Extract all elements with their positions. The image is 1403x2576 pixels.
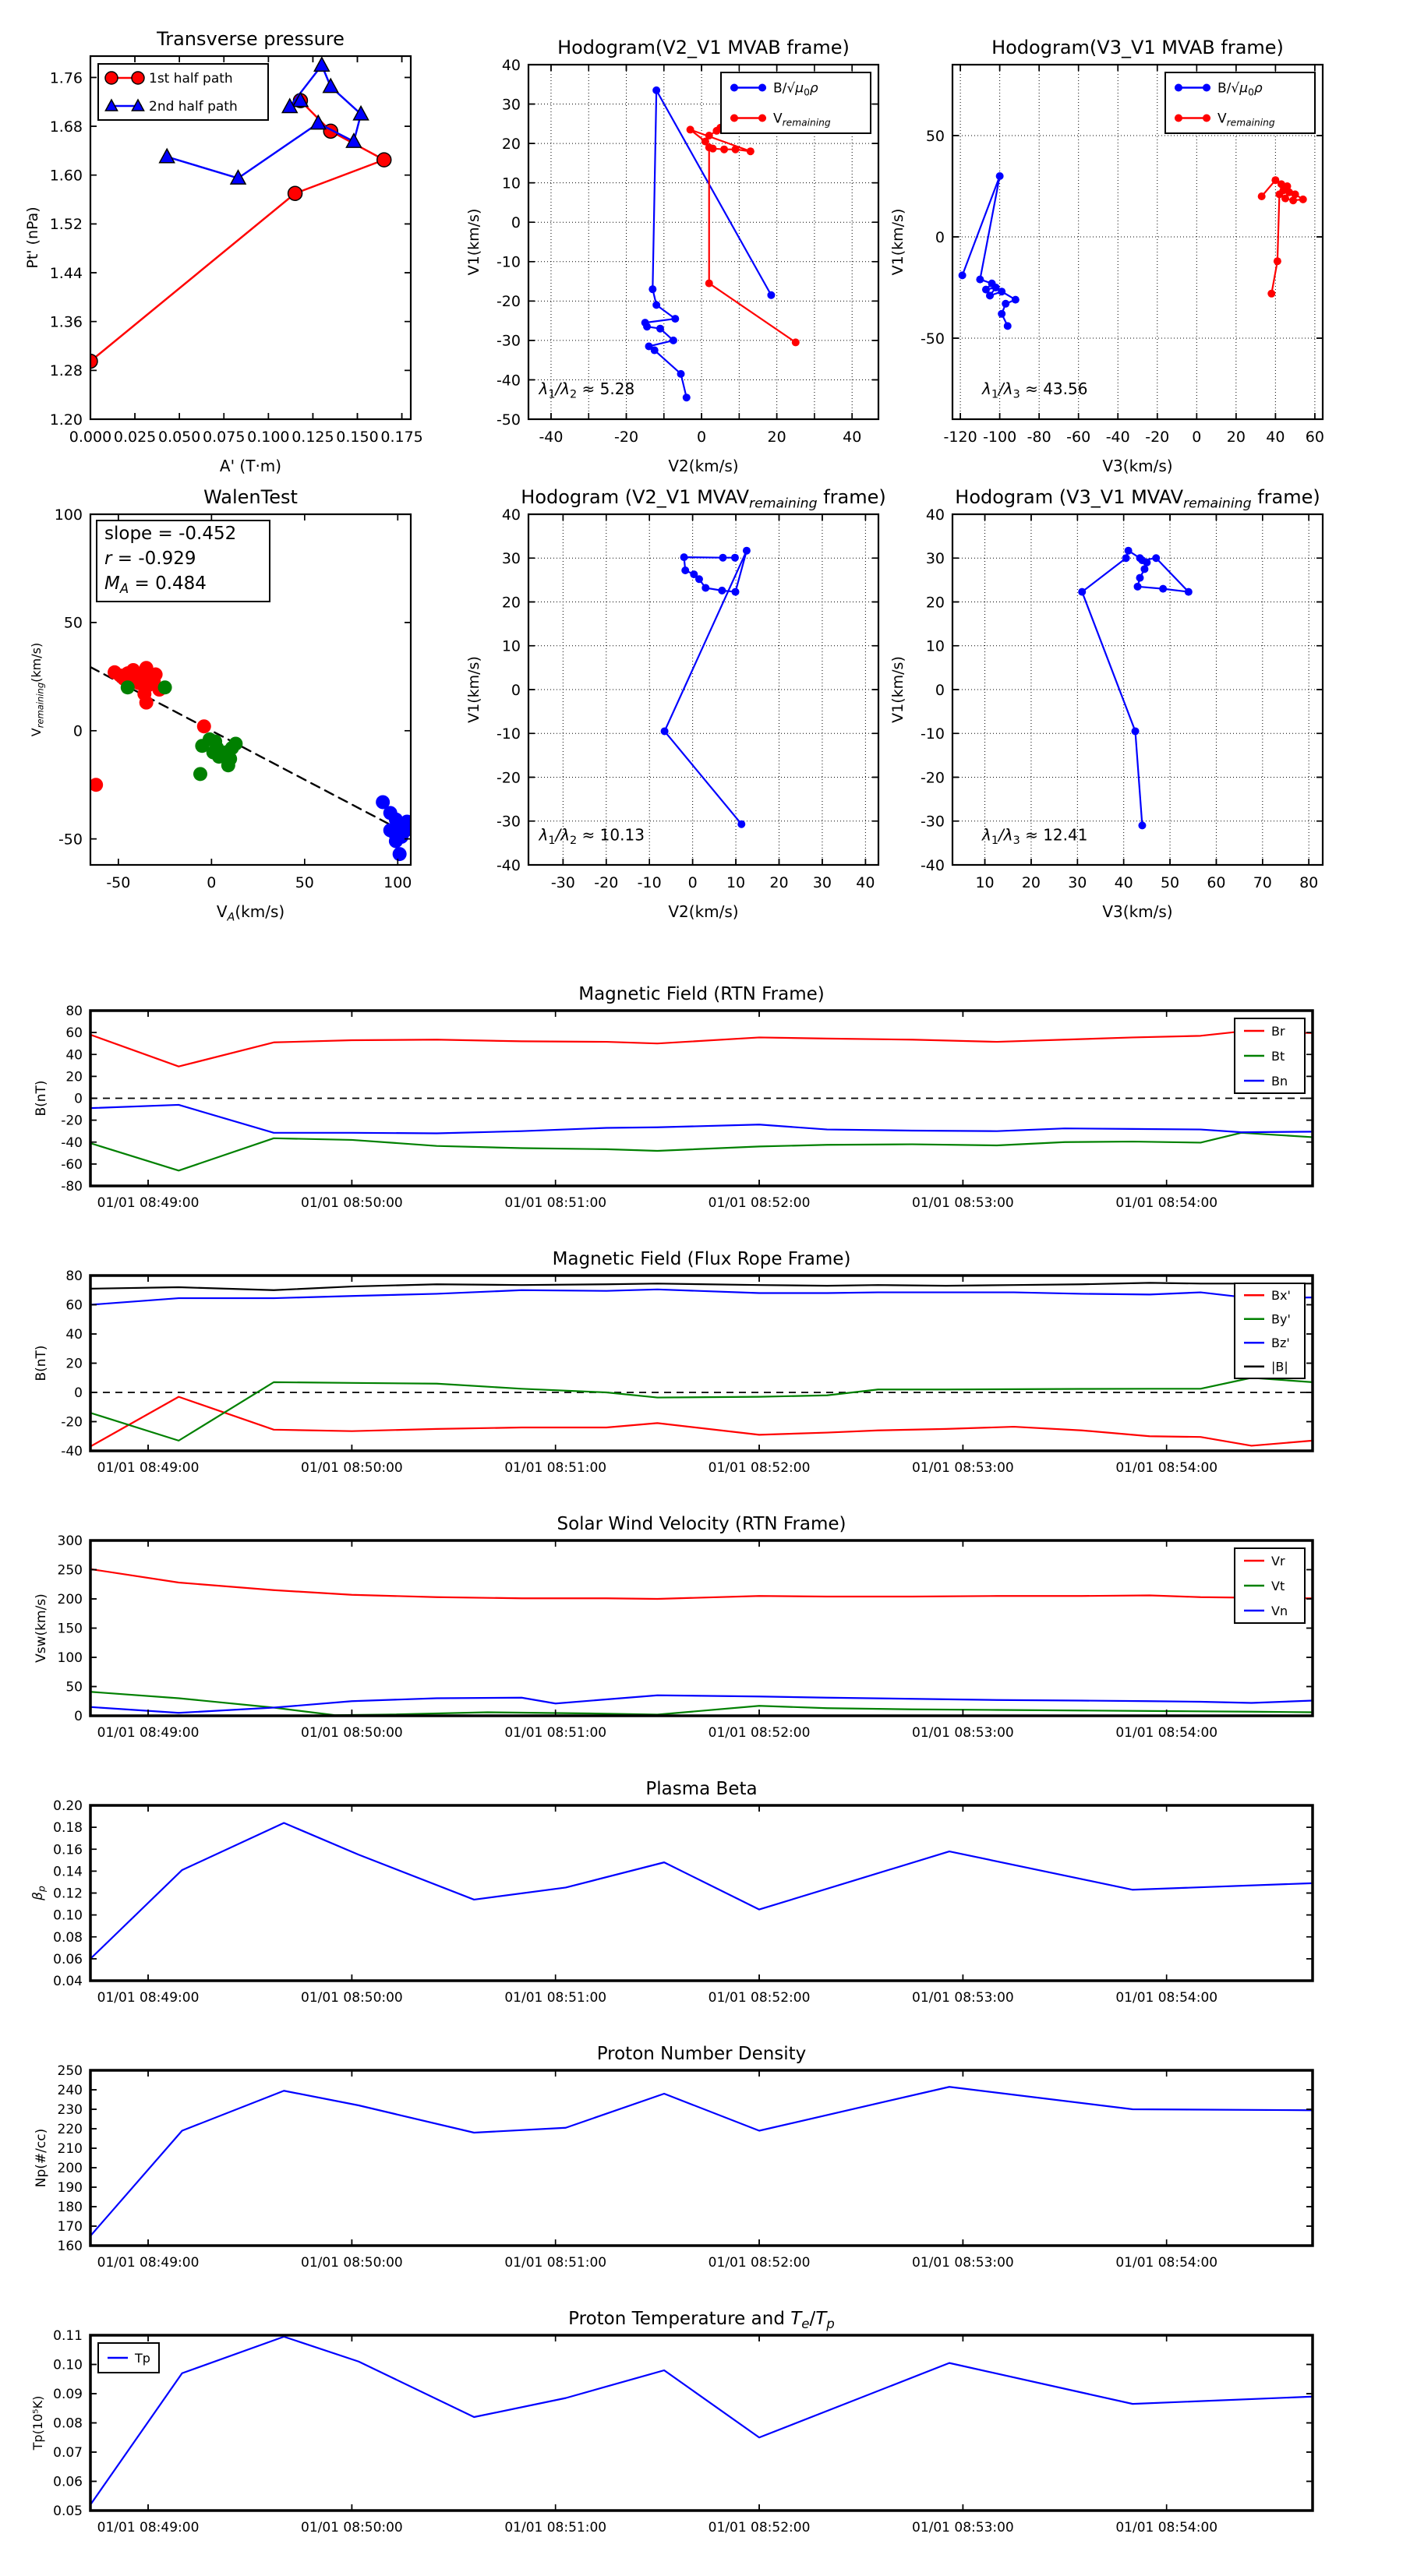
svg-text:01/01 08:49:00: 01/01 08:49:00 (97, 2520, 200, 2535)
svg-text:210: 210 (57, 2141, 83, 2158)
svg-text:Hodogram(V2_V1 MVAB frame): Hodogram(V2_V1 MVAB frame) (557, 37, 850, 58)
svg-text:01/01 08:53:00: 01/01 08:53:00 (912, 2520, 1014, 2535)
svg-text:100: 100 (57, 1650, 83, 1667)
svg-text:01/01 08:51:00: 01/01 08:51:00 (504, 2520, 607, 2535)
svg-text:Pt' (nPa): Pt' (nPa) (24, 206, 41, 269)
svg-text:250: 250 (57, 1562, 83, 1579)
svg-text:0.000: 0.000 (69, 429, 112, 446)
svg-text:-50: -50 (496, 411, 521, 429)
svg-text:0.10: 0.10 (53, 1907, 83, 1924)
svg-text:λ1/λ2 ≈ 10.13: $\lambda_1/\lambda_2 \approx 10.13$ (539, 825, 645, 847)
chart-hodogram-v2v1-mvab (451, 30, 925, 485)
p4-svg (12, 479, 458, 927)
svg-text:60: 60 (1305, 429, 1324, 446)
svg-text:01/01 08:54:00: 01/01 08:54:00 (1115, 1460, 1218, 1476)
svg-text:B(nT): B(nT) (34, 1080, 49, 1117)
svg-text:40: 40 (65, 1047, 83, 1064)
svg-text:Bt: Bt (1271, 1048, 1285, 1064)
svg-text:V2(km/s): V2(km/s) (668, 457, 739, 475)
p1-svg (12, 21, 458, 482)
svg-text:VA(km/s): $V_A(km/s)$ (216, 902, 285, 924)
svg-text:0.10: 0.10 (53, 2357, 83, 2373)
svg-text:Tp(10⁵K): Tp(10⁵K) (30, 2395, 45, 2451)
svg-text:Vsw(km/s): Vsw(km/s) (34, 1593, 49, 1663)
chart-proton-number-density (12, 2035, 1359, 2311)
svg-text:0.08: 0.08 (53, 1929, 83, 1946)
svg-text:30: 30 (501, 96, 521, 114)
svg-text:λ1/λ3 ≈ 43.56: $\lambda_1/\lambda_3 \approx 43.56$ (982, 379, 1088, 401)
svg-text:-40: -40 (920, 856, 945, 874)
svg-text:0: 0 (207, 874, 217, 891)
svg-text:80: 80 (65, 1269, 83, 1285)
svg-text:-20: -20 (496, 293, 521, 311)
svg-text:-80: -80 (1027, 429, 1051, 446)
svg-text:01/01 08:51:00: 01/01 08:51:00 (504, 1195, 607, 1211)
svg-text:10: 10 (925, 637, 945, 655)
temp-svg (12, 2300, 1359, 2573)
svg-text:-40: -40 (496, 856, 521, 874)
p3-svg (875, 30, 1369, 482)
chart-hodogram-v3v1-mvab (875, 30, 1369, 485)
svg-text:01/01 08:51:00: 01/01 08:51:00 (504, 1725, 607, 1741)
sw-svg (12, 1505, 1359, 1778)
svg-text:λ1/λ2 ≈ 5.28: $\lambda_1/\lambda_2 \approx 5.28$ (539, 379, 635, 401)
svg-text:01/01 08:54:00: 01/01 08:54:00 (1115, 1990, 1218, 2006)
svg-text:λ1/λ3 ≈ 12.41: $\lambda_1/\lambda_3 \approx 12.41$ (982, 825, 1088, 847)
svg-text:Plasma Beta: Plasma Beta (645, 1779, 758, 1799)
svg-text:V1(km/s): V1(km/s) (889, 656, 906, 723)
svg-text:slope = -0.452: slope = -0.452 (104, 524, 237, 544)
svg-text:MA = 0.484: $M_A = 0.484$ (104, 573, 207, 597)
svg-text:By': By' (1271, 1311, 1291, 1327)
svg-text:50: 50 (295, 874, 314, 891)
den-svg (12, 2035, 1359, 2308)
svg-text:Bz': Bz' (1271, 1336, 1290, 1351)
svg-text:30: 30 (925, 550, 945, 568)
svg-text:01/01 08:50:00: 01/01 08:50:00 (301, 1990, 403, 2006)
svg-text:220: 220 (57, 2122, 83, 2138)
svg-text:Magnetic Field (RTN Frame): Magnetic Field (RTN Frame) (578, 984, 825, 1004)
svg-text:Vremaining: $V_{remaining}$ (773, 111, 831, 129)
svg-text:0.11: 0.11 (53, 2328, 83, 2345)
svg-text:40: 40 (1114, 874, 1133, 891)
svg-text:-20: -20 (614, 429, 639, 446)
svg-text:-20: -20 (1145, 429, 1170, 446)
chart-hodogram-v3v1-mvav (875, 479, 1369, 930)
svg-text:0: 0 (1192, 429, 1202, 446)
chart-hodogram-v2v1-mvav (451, 479, 925, 930)
svg-text:01/01 08:54:00: 01/01 08:54:00 (1115, 2255, 1218, 2271)
svg-text:01/01 08:50:00: 01/01 08:50:00 (301, 2520, 403, 2535)
svg-text:0.06: 0.06 (53, 2474, 83, 2490)
svg-text:0.025: 0.025 (113, 429, 157, 446)
svg-text:180: 180 (57, 2200, 83, 2216)
svg-text:0: 0 (511, 214, 521, 232)
svg-text:01/01 08:53:00: 01/01 08:53:00 (912, 1725, 1014, 1741)
svg-text:10: 10 (975, 874, 995, 891)
p6-svg (875, 479, 1369, 927)
svg-text:-10: -10 (496, 253, 521, 271)
svg-text:0.150: 0.150 (336, 429, 379, 446)
svg-text:40: 40 (65, 1327, 83, 1343)
svg-text:V3(km/s): V3(km/s) (1102, 457, 1173, 475)
svg-text:B/√μ0ρ: $B/√\mu_0\rho$ (773, 80, 818, 98)
svg-text:-40: -40 (61, 1444, 83, 1460)
svg-text:0.07: 0.07 (53, 2445, 83, 2461)
svg-text:Vr: Vr (1271, 1553, 1285, 1569)
svg-text:-10: -10 (637, 874, 662, 891)
chart-walen-test (12, 479, 458, 930)
rtn-svg (12, 976, 1359, 1248)
svg-text:20: 20 (1021, 874, 1041, 891)
svg-text:01/01 08:52:00: 01/01 08:52:00 (708, 2255, 811, 2271)
svg-text:250: 250 (57, 2063, 83, 2080)
svg-text:0.050: 0.050 (157, 429, 201, 446)
beta-svg (12, 1770, 1359, 2043)
svg-text:0.08: 0.08 (53, 2415, 83, 2432)
svg-text:-40: -40 (539, 429, 564, 446)
svg-text:-10: -10 (920, 725, 945, 743)
svg-text:2nd half path: 2nd half path (149, 99, 238, 115)
svg-text:01/01 08:51:00: 01/01 08:51:00 (504, 1460, 607, 1476)
svg-text:10: 10 (726, 874, 746, 891)
svg-text:Bx': Bx' (1271, 1288, 1291, 1304)
svg-text:60: 60 (65, 1297, 83, 1314)
svg-text:-20: -20 (594, 874, 619, 891)
svg-text:Np(#/cc): Np(#/cc) (34, 2128, 49, 2188)
svg-text:10: 10 (501, 175, 521, 192)
svg-text:-60: -60 (61, 1156, 83, 1173)
svg-text:V2(km/s): V2(km/s) (668, 902, 739, 921)
svg-text:01/01 08:52:00: 01/01 08:52:00 (708, 1460, 811, 1476)
svg-text:40: 40 (856, 874, 875, 891)
svg-text:0: 0 (697, 429, 707, 446)
svg-text:0.125: 0.125 (292, 429, 334, 446)
svg-text:50: 50 (925, 127, 945, 145)
svg-text:0: 0 (687, 874, 698, 891)
p5-svg (451, 479, 925, 927)
svg-text:40: 40 (501, 506, 521, 524)
svg-text:Hodogram (V2_V1 MVAVremaining: Hodogram (V2_V1 $MVAV_{remaining}$ frame) (521, 486, 886, 512)
svg-text:V1(km/s): V1(km/s) (465, 208, 482, 276)
svg-text:0.06: 0.06 (53, 1951, 83, 1967)
svg-text:Bn: Bn (1271, 1073, 1288, 1089)
svg-text:01/01 08:52:00: 01/01 08:52:00 (708, 1725, 811, 1741)
svg-text:B(nT): B(nT) (34, 1345, 49, 1382)
svg-text:01/01 08:51:00: 01/01 08:51:00 (504, 1990, 607, 2006)
svg-text:01/01 08:49:00: 01/01 08:49:00 (97, 1725, 200, 1741)
chart-solar-wind-velocity (12, 1505, 1359, 1781)
svg-text:-100: -100 (983, 429, 1017, 446)
svg-text:20: 20 (501, 594, 521, 612)
svg-text:0: 0 (74, 1385, 83, 1402)
svg-text:20: 20 (65, 1069, 83, 1085)
svg-text:200: 200 (57, 2161, 83, 2177)
svg-text:Magnetic Field (Flux Rope Fram: Magnetic Field (Flux Rope Frame) (552, 1249, 851, 1269)
svg-text:0.18: 0.18 (53, 1820, 83, 1837)
svg-text:230: 230 (57, 2102, 83, 2119)
svg-text:B/√μ0ρ: $B/√\mu_0\rho$ (1217, 80, 1263, 98)
svg-text:Tp: Tp (135, 2350, 150, 2366)
svg-text:10: 10 (501, 637, 521, 655)
svg-text:20: 20 (501, 135, 521, 153)
svg-text:-40: -40 (61, 1134, 83, 1151)
svg-text:Vremaining(km/s): $V_{remaining}(km/s)$ (29, 642, 46, 737)
svg-text:0: 0 (72, 722, 83, 740)
svg-text:-20: -20 (496, 769, 521, 787)
svg-text:01/01 08:53:00: 01/01 08:53:00 (912, 2255, 1014, 2271)
svg-text:-30: -30 (920, 813, 945, 831)
svg-text:01/01 08:53:00: 01/01 08:53:00 (912, 1195, 1014, 1211)
svg-text:01/01 08:49:00: 01/01 08:49:00 (97, 1990, 200, 2006)
svg-text:80: 80 (65, 1004, 83, 1020)
svg-text:-50: -50 (58, 831, 83, 849)
chart-magnetic-field-flux-rope (12, 1240, 1359, 1516)
svg-text:1.28: 1.28 (49, 362, 83, 380)
svg-text:50: 50 (1160, 874, 1180, 891)
svg-text:100: 100 (383, 874, 412, 891)
svg-text:01/01 08:50:00: 01/01 08:50:00 (301, 1460, 403, 1476)
svg-text:-60: -60 (1066, 429, 1091, 446)
svg-text:60: 60 (1207, 874, 1226, 891)
svg-text:200: 200 (57, 1592, 83, 1608)
svg-text:0.16: 0.16 (53, 1842, 83, 1858)
svg-text:V1(km/s): V1(km/s) (889, 208, 906, 276)
svg-text:V1(km/s): V1(km/s) (465, 656, 482, 723)
svg-text:50: 50 (65, 1679, 83, 1696)
svg-text:0: 0 (74, 1091, 83, 1107)
svg-text:30: 30 (501, 550, 521, 568)
svg-text:1.44: 1.44 (49, 264, 83, 282)
svg-text:40: 40 (1266, 429, 1285, 446)
svg-text:20: 20 (1226, 429, 1246, 446)
svg-text:Br: Br (1271, 1023, 1285, 1039)
svg-text:01/01 08:49:00: 01/01 08:49:00 (97, 1460, 200, 1476)
svg-text:Vn: Vn (1271, 1603, 1288, 1618)
svg-text:01/01 08:54:00: 01/01 08:54:00 (1115, 1725, 1218, 1741)
svg-text:01/01 08:53:00: 01/01 08:53:00 (912, 1460, 1014, 1476)
svg-text:40: 40 (843, 429, 862, 446)
svg-text:240: 240 (57, 2083, 83, 2099)
svg-text:30: 30 (1068, 874, 1087, 891)
svg-text:300: 300 (57, 1533, 83, 1550)
svg-text:0.14: 0.14 (53, 1864, 83, 1880)
svg-text:0.175: 0.175 (380, 429, 423, 446)
svg-text:0.05: 0.05 (53, 2504, 83, 2520)
svg-text:-30: -30 (550, 874, 575, 891)
svg-text:01/01 08:52:00: 01/01 08:52:00 (708, 1195, 811, 1211)
svg-text:01/01 08:50:00: 01/01 08:50:00 (301, 1195, 403, 1211)
svg-text:Proton Number Density: Proton Number Density (596, 2044, 807, 2064)
svg-text:-40: -40 (496, 372, 521, 390)
svg-text:V3(km/s): V3(km/s) (1102, 902, 1173, 921)
svg-text:190: 190 (57, 2180, 83, 2197)
svg-text:100: 100 (54, 506, 83, 524)
svg-text:1st half path: 1st half path (149, 71, 233, 87)
svg-text:0.100: 0.100 (247, 429, 290, 446)
svg-text:Transverse pressure: Transverse pressure (157, 28, 345, 50)
p2-svg (451, 30, 925, 482)
chart-transverse-pressure (12, 21, 458, 485)
svg-text:0: 0 (511, 681, 521, 699)
svg-text:01/01 08:54:00: 01/01 08:54:00 (1115, 2520, 1218, 2535)
svg-text:160: 160 (57, 2239, 83, 2255)
svg-text:-40: -40 (1105, 429, 1130, 446)
svg-text:1.68: 1.68 (49, 118, 83, 136)
svg-text:01/01 08:51:00: 01/01 08:51:00 (504, 2255, 607, 2271)
svg-text:Proton Temperature and Te/Tp: Proton Temperature and $T_e/T_p$ (568, 2309, 835, 2332)
chart-plasma-beta (12, 1770, 1359, 2046)
svg-text:01/01 08:50:00: 01/01 08:50:00 (301, 2255, 403, 2271)
svg-text:80: 80 (1299, 874, 1319, 891)
svg-text:0.12: 0.12 (53, 1886, 83, 1902)
svg-text:A' (T·m): A' (T·m) (219, 457, 282, 475)
svg-text:0: 0 (74, 1709, 83, 1725)
svg-text:20: 20 (65, 1356, 83, 1372)
svg-text:20: 20 (769, 874, 789, 891)
svg-text:-120: -120 (943, 429, 977, 446)
svg-text:-30: -30 (496, 813, 521, 831)
svg-text:0.09: 0.09 (53, 2387, 83, 2403)
svg-text:60: 60 (65, 1025, 83, 1042)
svg-text:βp: $\beta_p$ (30, 1886, 48, 1900)
svg-text:1.60: 1.60 (49, 167, 83, 185)
svg-text:0: 0 (935, 681, 945, 699)
svg-text:150: 150 (57, 1621, 83, 1637)
svg-text:1.20: 1.20 (49, 411, 83, 429)
svg-text:30: 30 (812, 874, 832, 891)
svg-text:1.52: 1.52 (49, 216, 83, 234)
svg-text:|B|: |B| (1271, 1359, 1288, 1374)
svg-text:-20: -20 (61, 1414, 83, 1431)
svg-text:01/01 08:50:00: 01/01 08:50:00 (301, 1725, 403, 1741)
svg-text:50: 50 (63, 614, 83, 632)
flux-svg (12, 1240, 1359, 1513)
svg-text:01/01 08:52:00: 01/01 08:52:00 (708, 1990, 811, 2006)
svg-text:20: 20 (925, 594, 945, 612)
svg-text:r = -0.929: r = -0.929 (104, 549, 196, 569)
svg-text:-50: -50 (106, 874, 131, 891)
svg-text:70: 70 (1253, 874, 1272, 891)
svg-text:01/01 08:54:00: 01/01 08:54:00 (1115, 1195, 1218, 1211)
svg-text:40: 40 (925, 506, 945, 524)
svg-text:40: 40 (501, 56, 521, 74)
chart-proton-temperature (12, 2300, 1359, 2576)
svg-text:Hodogram (V3_V1 MVAVremaining: Hodogram (V3_V1 $MVAV_{remaining}$ frame) (955, 486, 1320, 512)
svg-text:-50: -50 (920, 330, 945, 348)
svg-text:01/01 08:49:00: 01/01 08:49:00 (97, 2255, 200, 2271)
svg-text:0.04: 0.04 (53, 1974, 83, 1990)
svg-text:-20: -20 (61, 1113, 83, 1129)
svg-text:-30: -30 (496, 332, 521, 350)
svg-text:-20: -20 (920, 769, 945, 787)
svg-text:0: 0 (935, 228, 945, 246)
svg-text:01/01 08:52:00: 01/01 08:52:00 (708, 2520, 811, 2535)
svg-text:01/01 08:53:00: 01/01 08:53:00 (912, 1990, 1014, 2006)
svg-text:-10: -10 (496, 725, 521, 743)
svg-text:WalenTest: WalenTest (203, 486, 298, 508)
svg-text:-80: -80 (61, 1179, 83, 1195)
svg-text:20: 20 (767, 429, 786, 446)
svg-text:1.36: 1.36 (49, 313, 83, 331)
svg-text:Solar Wind Velocity (RTN Frame: Solar Wind Velocity (RTN Frame) (557, 1514, 846, 1534)
svg-text:1.76: 1.76 (49, 69, 83, 87)
svg-text:01/01 08:49:00: 01/01 08:49:00 (97, 1195, 200, 1211)
svg-text:Hodogram(V3_V1 MVAB frame): Hodogram(V3_V1 MVAB frame) (991, 37, 1284, 58)
svg-text:0.075: 0.075 (203, 429, 246, 446)
svg-text:Vt: Vt (1271, 1578, 1285, 1593)
svg-text:0.20: 0.20 (53, 1798, 83, 1815)
svg-text:170: 170 (57, 2219, 83, 2235)
svg-text:Vremaining: $V_{remaining}$ (1217, 111, 1275, 129)
chart-magnetic-field-rtn (12, 976, 1359, 1251)
